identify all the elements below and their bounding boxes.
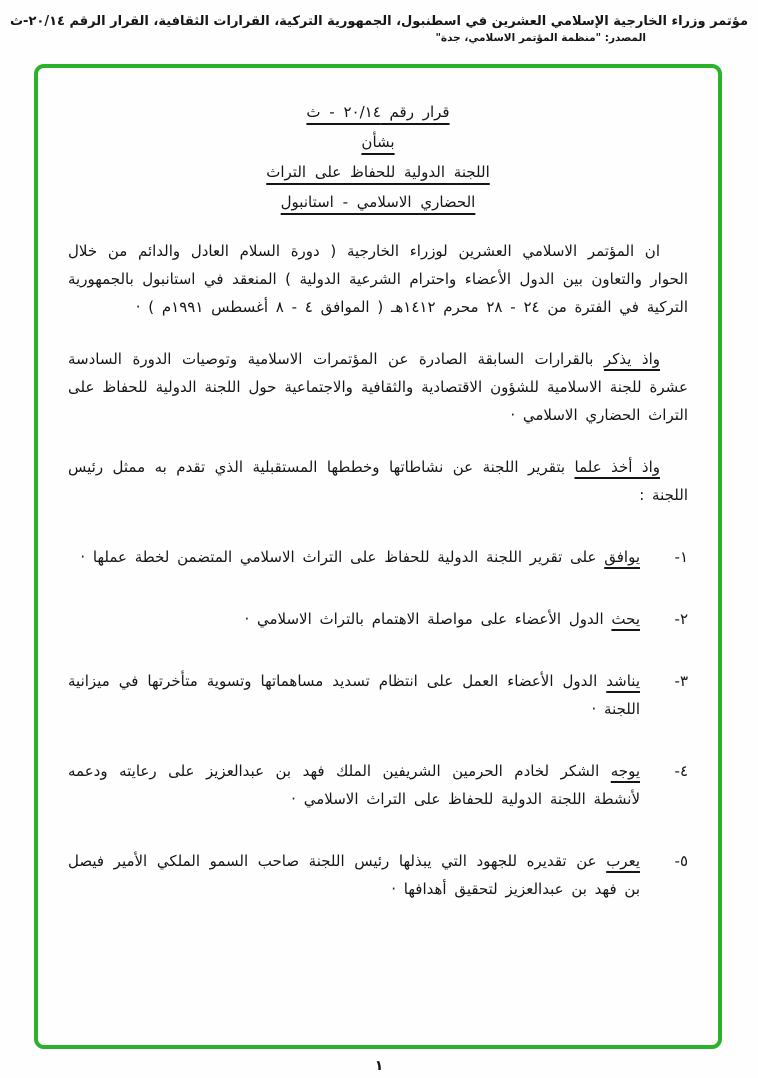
item-4-lead: يوجه [610,762,640,780]
item-4-body [68,757,640,813]
resolution-subject-text1: اللجنة الدولية للحفاظ على التراث [266,163,490,181]
header-source: المصدر: "منظمة المؤتمر الاسلامي، جدة" [435,32,646,44]
item-3-lead: يناشد [606,672,640,690]
item-2-body [68,605,640,633]
preamble-paragraph-2-lead: واذ يذكر [603,350,660,368]
resolution-subject-line1 [68,162,688,183]
preamble-paragraph-1-text: ان المؤتمر الاسلامي العشرين لوزراء الخارجية ( دورة السلام العادل والدائم من خلال الحوار والتعاون بين الدول الأعضاء واحترام الشرعية الدولية ) المنعقد في استانبول بالجمهورية التركية في الفترة من ٢٤ - ٢٨ محرم ١٤١٢هـ ( الموافق ٤ - ٨ أغسطس ١٩٩١م ) · [68,242,688,316]
preamble-paragraph-3-lead: واذ أخذ علما [574,458,660,476]
item-4-text: الشكر لخادم الحرمين الشريفين الملك فهد بن عبدالعزيز على رعايته ودعمه لأنشطة اللجنة الدولية للحفاظ على التراث الاسلامي · [68,762,640,808]
document-header [0,0,758,44]
list-item-5 [68,847,688,903]
resolution-number-text: قرار رقم ٢٠/١٤ - ث [306,103,450,121]
item-5-lead: يعرب [606,852,640,870]
preamble-paragraph-1 [68,237,688,321]
resolution-subject-text2: الحضاري الاسلامي - استانبول [280,193,476,211]
item-1-body [68,543,640,571]
page-number: ١ [374,1058,384,1074]
item-2-text: الدول الأعضاء على مواصلة الاهتمام بالتراث الاسلامي · [244,610,612,628]
item-5-body [68,847,640,903]
preamble-paragraph-2 [68,345,688,429]
resolution-title-block [68,102,688,213]
resolution-regarding-text: بشأن [361,133,395,151]
item-1-text: على تقرير اللجنة الدولية للحفاظ على التراث الاسلامي المتضمن لخطة عملها · [80,548,605,566]
item-1-lead: يوافق [604,548,640,566]
preamble-paragraph-3 [68,453,688,509]
item-5-number: ٥- [674,852,688,870]
list-item-3 [68,667,688,723]
list-item-1 [68,543,688,571]
item-4-number: ٤- [674,762,688,780]
green-border-frame [34,64,722,1049]
item-2-number: ٢- [674,610,688,628]
list-item-4 [68,757,688,813]
resolution-subject-line2 [68,192,688,213]
item-3-text: الدول الأعضاء العمل على انتظام تسديد مساهماتها وتسوية متأخرتها في ميزانية اللجنة · [68,672,640,718]
preamble-paragraph-3-text: بتقرير اللجنة عن نشاطاتها وخططها المستقبلية الذي تقدم به ممثل رئيس اللجنة : [68,458,688,504]
item-3-body [68,667,640,723]
item-3-number: ٣- [674,672,688,690]
header-title: مؤتمر وزراء الخارجية الإسلامي العشرين في اسطنبول، الجمهورية التركية، القرارات الثقافية، القرار الرقم ٢٠/١٤-ث [9,14,749,29]
preamble-paragraph-2-text: بالقرارات السابقة الصادرة عن المؤتمرات الاسلامية وتوصيات الدورة السادسة عشرة للجنة الاسلامية للشؤون الاقتصادية والثقافية والاجتماعية حول اللجنة الدولية للحفاظ على التراث الحضاري الاسلامي · [68,350,688,424]
item-2-lead: يحث [611,610,640,628]
list-item-2 [68,605,688,633]
item-1-number: ١- [674,548,688,566]
item-5-text: عن تقديره للجهود التي يبذلها رئيس اللجنة صاحب السمو الملكي الأمير فيصل بن فهد بن عبدالعزيز لتحقيق أهدافها · [68,852,640,898]
resolution-number-line [68,102,688,123]
resolution-regarding-line [68,132,688,153]
